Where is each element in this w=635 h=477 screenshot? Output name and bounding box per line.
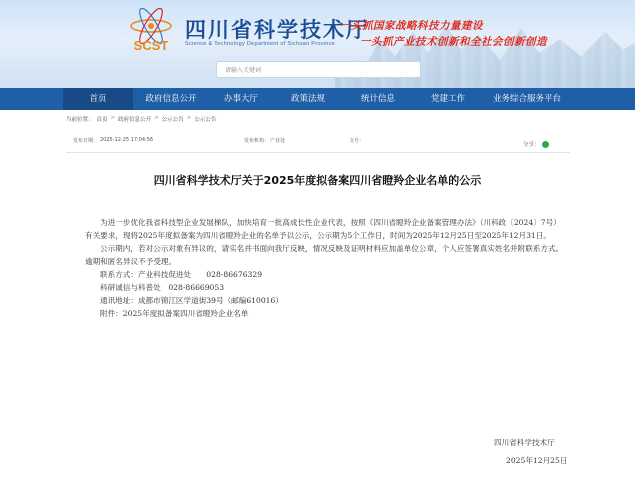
issuer-label: 发布机构： <box>244 138 270 144</box>
slogan-line-1: 一头抓国家战略科技力量建设 <box>340 20 483 32</box>
breadcrumb <box>66 115 216 123</box>
site-title[interactable]: 四川省科学技术厅 <box>185 18 369 42</box>
nav-item-service-hall[interactable]: 办事大厅 <box>223 94 258 104</box>
share-widget <box>523 140 549 148</box>
issuer-value: 产业处 <box>270 138 286 144</box>
main-nav <box>0 88 635 110</box>
paragraph-objection: 公示期内，若对公示对象有异议的，请实名并书面向我厅反映，情况反映及证明材料应加盖单位公章，个人应签署真实姓名并附联系方式。逾期和匿名异议不予受理。 <box>85 244 564 266</box>
article-meta <box>73 137 553 147</box>
breadcrumb-separator: > <box>154 115 159 121</box>
breadcrumb-separator: > <box>186 115 192 121</box>
article-body <box>85 216 565 320</box>
breadcrumb-link-notices-current[interactable]: 公示公告 <box>194 117 217 123</box>
meta-divider <box>66 152 570 153</box>
nav-item-statistics[interactable]: 统计信息 <box>360 94 395 104</box>
breadcrumb-prefix: 当前位置： <box>66 117 94 123</box>
address-line: 通讯地址：成都市锦江区学道街39号（邮编610016） <box>100 296 283 305</box>
breadcrumb-link-gov-info[interactable]: 政府信息公开 <box>118 117 152 123</box>
sign-date: 2025年12月25日 <box>506 456 568 465</box>
nav-item-policy[interactable]: 政策法规 <box>290 94 325 104</box>
wechat-share-icon[interactable] <box>542 141 549 148</box>
publish-date-value: 2025-12-25 17:04:56 <box>100 137 154 143</box>
breadcrumb-link-notices[interactable]: 公示公告 <box>161 117 184 123</box>
nav-item-service-platform[interactable]: 业务综合服务平台 <box>492 94 561 104</box>
nav-item-party-building[interactable]: 党建工作 <box>430 94 465 104</box>
contact-line-2: 科研诚信与科普处 028-86669053 <box>100 283 225 292</box>
contact-line-1: 联系方式：产业科技促进处 028-86676329 <box>100 270 263 279</box>
breadcrumb-separator: > <box>110 115 116 121</box>
signer: 四川省科学技术厅 <box>494 438 555 447</box>
paragraph-intro: 为进一步优化我省科技型企业发展梯队，加快培育一批高成长性企业代表，按照《四川省瞪羚企业备案管理办法》（川科政〔2024〕7号）有关要求，现将2025年度拟备案为四川省瞪羚企业的名单予以公示，公示期为5个工作日，时间为2025年12月25日至2025年12月31日。 <box>85 218 561 240</box>
header-banner <box>0 0 635 88</box>
search-input[interactable]: 请输入关键词 <box>216 61 421 78</box>
nav-item-gov-info[interactable]: 政府信息公开 <box>145 94 197 104</box>
docno-label: 文号： <box>349 138 365 144</box>
attachment-link[interactable]: 附件：2025年度拟备案四川省瞪羚企业名单 <box>100 309 249 318</box>
nav-item-home[interactable]: 首页 <box>63 88 133 110</box>
breadcrumb-link-home[interactable]: 首页 <box>96 117 108 123</box>
site-subtitle: Science & Technology Department of Sichuan Province <box>185 41 336 47</box>
slogan-line-2: 一头抓产业技术创新和全社会创新创造 <box>360 36 547 48</box>
site-logo[interactable] <box>120 8 182 54</box>
share-label: 分享： <box>523 142 540 148</box>
article-title: 四川省科学技术厅关于2025年度拟备案四川省瞪羚企业名单的公示 <box>153 174 482 187</box>
logo-text: SCST <box>133 38 169 53</box>
publish-date-label: 发布日期： <box>73 138 99 144</box>
